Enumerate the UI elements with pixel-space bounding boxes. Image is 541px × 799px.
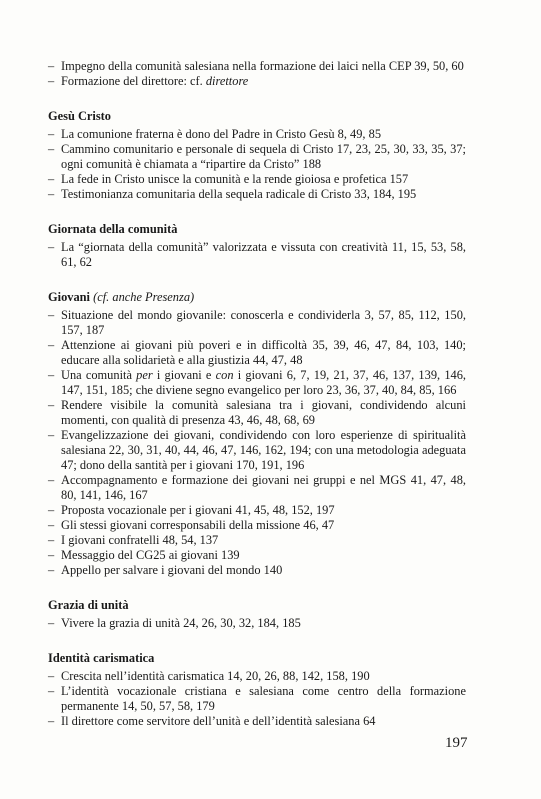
entry-text: L’identità vocazionale cristiana e salesiana come centro della formazione permanente 14, 50, 57, 58, 179 <box>61 684 466 713</box>
entry-text: Una comunità <box>61 368 137 382</box>
index-entry <box>48 503 466 518</box>
index-entry <box>48 563 466 578</box>
entry-text: Impegno della comunità salesiana nella formazione dei laici nella CEP 39, 50, 60 <box>61 59 464 73</box>
entry-dash: – <box>48 308 55 322</box>
section-entry-list <box>48 240 466 270</box>
index-entry <box>48 172 466 187</box>
entry-dash: – <box>48 172 55 186</box>
entry-dash: – <box>48 473 55 487</box>
entry-dash: – <box>48 563 55 577</box>
entry-dash: – <box>48 533 55 547</box>
section-title: Gesù Cristo <box>48 109 111 123</box>
entry-dash: – <box>48 503 55 517</box>
section-heading <box>48 598 466 613</box>
entry-dash: – <box>48 398 55 412</box>
index-entry <box>48 187 466 202</box>
entry-text-italic: per <box>136 368 153 382</box>
entry-dash: – <box>48 616 55 630</box>
index-entry <box>48 533 466 548</box>
index-entry <box>48 308 466 338</box>
index-section <box>48 109 466 202</box>
entry-text-italic: con <box>215 368 234 382</box>
index-entry <box>48 142 466 172</box>
section-entry-list <box>48 669 466 729</box>
entry-dash: – <box>48 368 55 382</box>
index-section <box>48 651 466 729</box>
index-entry <box>48 398 466 428</box>
entry-text: Evangelizzazione dei giovani, condividendo con loro esperienze di spiritualità salesiana 22, 30, 31, 40, 44, 46, 47, 146, 162, 194; con una metodologia adeguata 47; dono della santità per i giovani 170, 191, 196 <box>61 428 466 472</box>
section-title: Grazia di unità <box>48 598 129 612</box>
entry-text: Appello per salvare i giovani del mondo 140 <box>61 563 283 577</box>
section-heading <box>48 651 466 666</box>
entry-dash: – <box>48 428 55 442</box>
section-title: Identità carismatica <box>48 651 155 665</box>
entry-text: Cammino comunitario e personale di sequela di Cristo 17, 23, 25, 30, 33, 35, 37; ogni comunità è chiamata a “ripartire da Cristo” 188 <box>61 142 466 171</box>
entry-dash: – <box>48 240 55 254</box>
index-entry <box>48 669 466 684</box>
entry-text: Messaggio del CG25 ai giovani 139 <box>61 548 240 562</box>
index-entry <box>48 473 466 503</box>
entry-dash: – <box>48 548 55 562</box>
section-title: Giornata della comunità <box>48 222 178 236</box>
index-entry <box>48 428 466 473</box>
entry-dash: – <box>48 684 55 698</box>
entry-dash: – <box>48 714 55 728</box>
entry-text: i giovani e <box>152 368 216 382</box>
entry-text: Vivere la grazia di unità 24, 26, 30, 32, 184, 185 <box>61 616 301 630</box>
index-entry <box>48 59 466 74</box>
entry-text: La “giornata della comunità” valorizzata e vissuta con creatività 11, 15, 53, 58, 61, 62 <box>61 240 466 269</box>
entry-dash: – <box>48 127 55 141</box>
index-entry <box>48 548 466 563</box>
index-entry <box>48 74 466 89</box>
entry-dash: – <box>48 518 55 532</box>
section-heading <box>48 109 466 124</box>
section-entry-list <box>48 127 466 202</box>
entry-text: La fede in Cristo unisce la comunità e la rende gioiosa e profetica 157 <box>61 172 409 186</box>
entry-text: Testimonianza comunitaria della sequela radicale di Cristo 33, 184, 195 <box>61 187 417 201</box>
entry-text: I giovani confratelli 48, 54, 137 <box>61 533 219 547</box>
section-entry-list <box>48 308 466 578</box>
section-title: Giovani <box>48 290 90 304</box>
entry-text: i giovani 6, 7, 19, 21, 37, 46, 137, 139, 146, 147, 151, 185; che diviene segno evangelico per loro 23, 36, 37, 40, 84, 85, 166 <box>61 368 466 397</box>
entry-text: Proposta vocazionale per i giovani 41, 45, 48, 152, 197 <box>61 503 335 517</box>
index-column <box>48 59 466 729</box>
section-heading <box>48 222 466 237</box>
section-entry-list <box>48 616 466 631</box>
index-section <box>48 598 466 631</box>
entry-dash: – <box>48 187 55 201</box>
entry-text: Crescita nell’identità carismatica 14, 20, 26, 88, 142, 158, 190 <box>61 669 370 683</box>
section-cross-reference: (cf. anche Presenza) <box>93 290 195 304</box>
index-section <box>48 222 466 270</box>
entry-text-italic: direttore <box>205 74 249 88</box>
entry-text: Accompagnamento e formazione dei giovani nei gruppi e nel MGS 41, 47, 48, 80, 141, 146, 167 <box>61 473 466 502</box>
index-entry <box>48 714 466 729</box>
entry-dash: – <box>48 142 55 156</box>
entry-dash: – <box>48 59 55 73</box>
entry-text: Attenzione ai giovani più poveri e in difficoltà 35, 39, 46, 47, 84, 103, 140; educare alla solidarietà e alla giustizia 44, 47, 48 <box>61 338 466 367</box>
entry-dash: – <box>48 669 55 683</box>
index-entry <box>48 338 466 368</box>
index-entry <box>48 616 466 631</box>
entry-text: Rendere visibile la comunità salesiana tra i giovani, condividendo alcuni momenti, con qualità di presenza 43, 46, 48, 68, 69 <box>61 398 466 427</box>
index-entry <box>48 518 466 533</box>
page-number: 197 <box>445 735 468 751</box>
index-entry <box>48 368 466 398</box>
section-heading <box>48 290 466 305</box>
index-section <box>48 290 466 578</box>
index-entry <box>48 240 466 270</box>
entry-text: Situazione del mondo giovanile: conoscerla e condividerla 3, 57, 85, 112, 150, 157, 187 <box>61 308 466 337</box>
entry-dash: – <box>48 338 55 352</box>
entry-text: Il direttore come servitore dell’unità e dell’identità salesiana 64 <box>61 714 376 728</box>
index-entry <box>48 127 466 142</box>
continued-entry-list <box>48 59 466 89</box>
index-entry <box>48 684 466 714</box>
entry-text: Gli stessi giovani corresponsabili della missione 46, 47 <box>61 518 335 532</box>
entry-text: La comunione fraterna è dono del Padre in Cristo Gesù 8, 49, 85 <box>61 127 382 141</box>
entry-dash: – <box>48 74 55 88</box>
entry-text: Formazione del direttore: cf. <box>61 74 206 88</box>
continued-section <box>48 59 466 89</box>
